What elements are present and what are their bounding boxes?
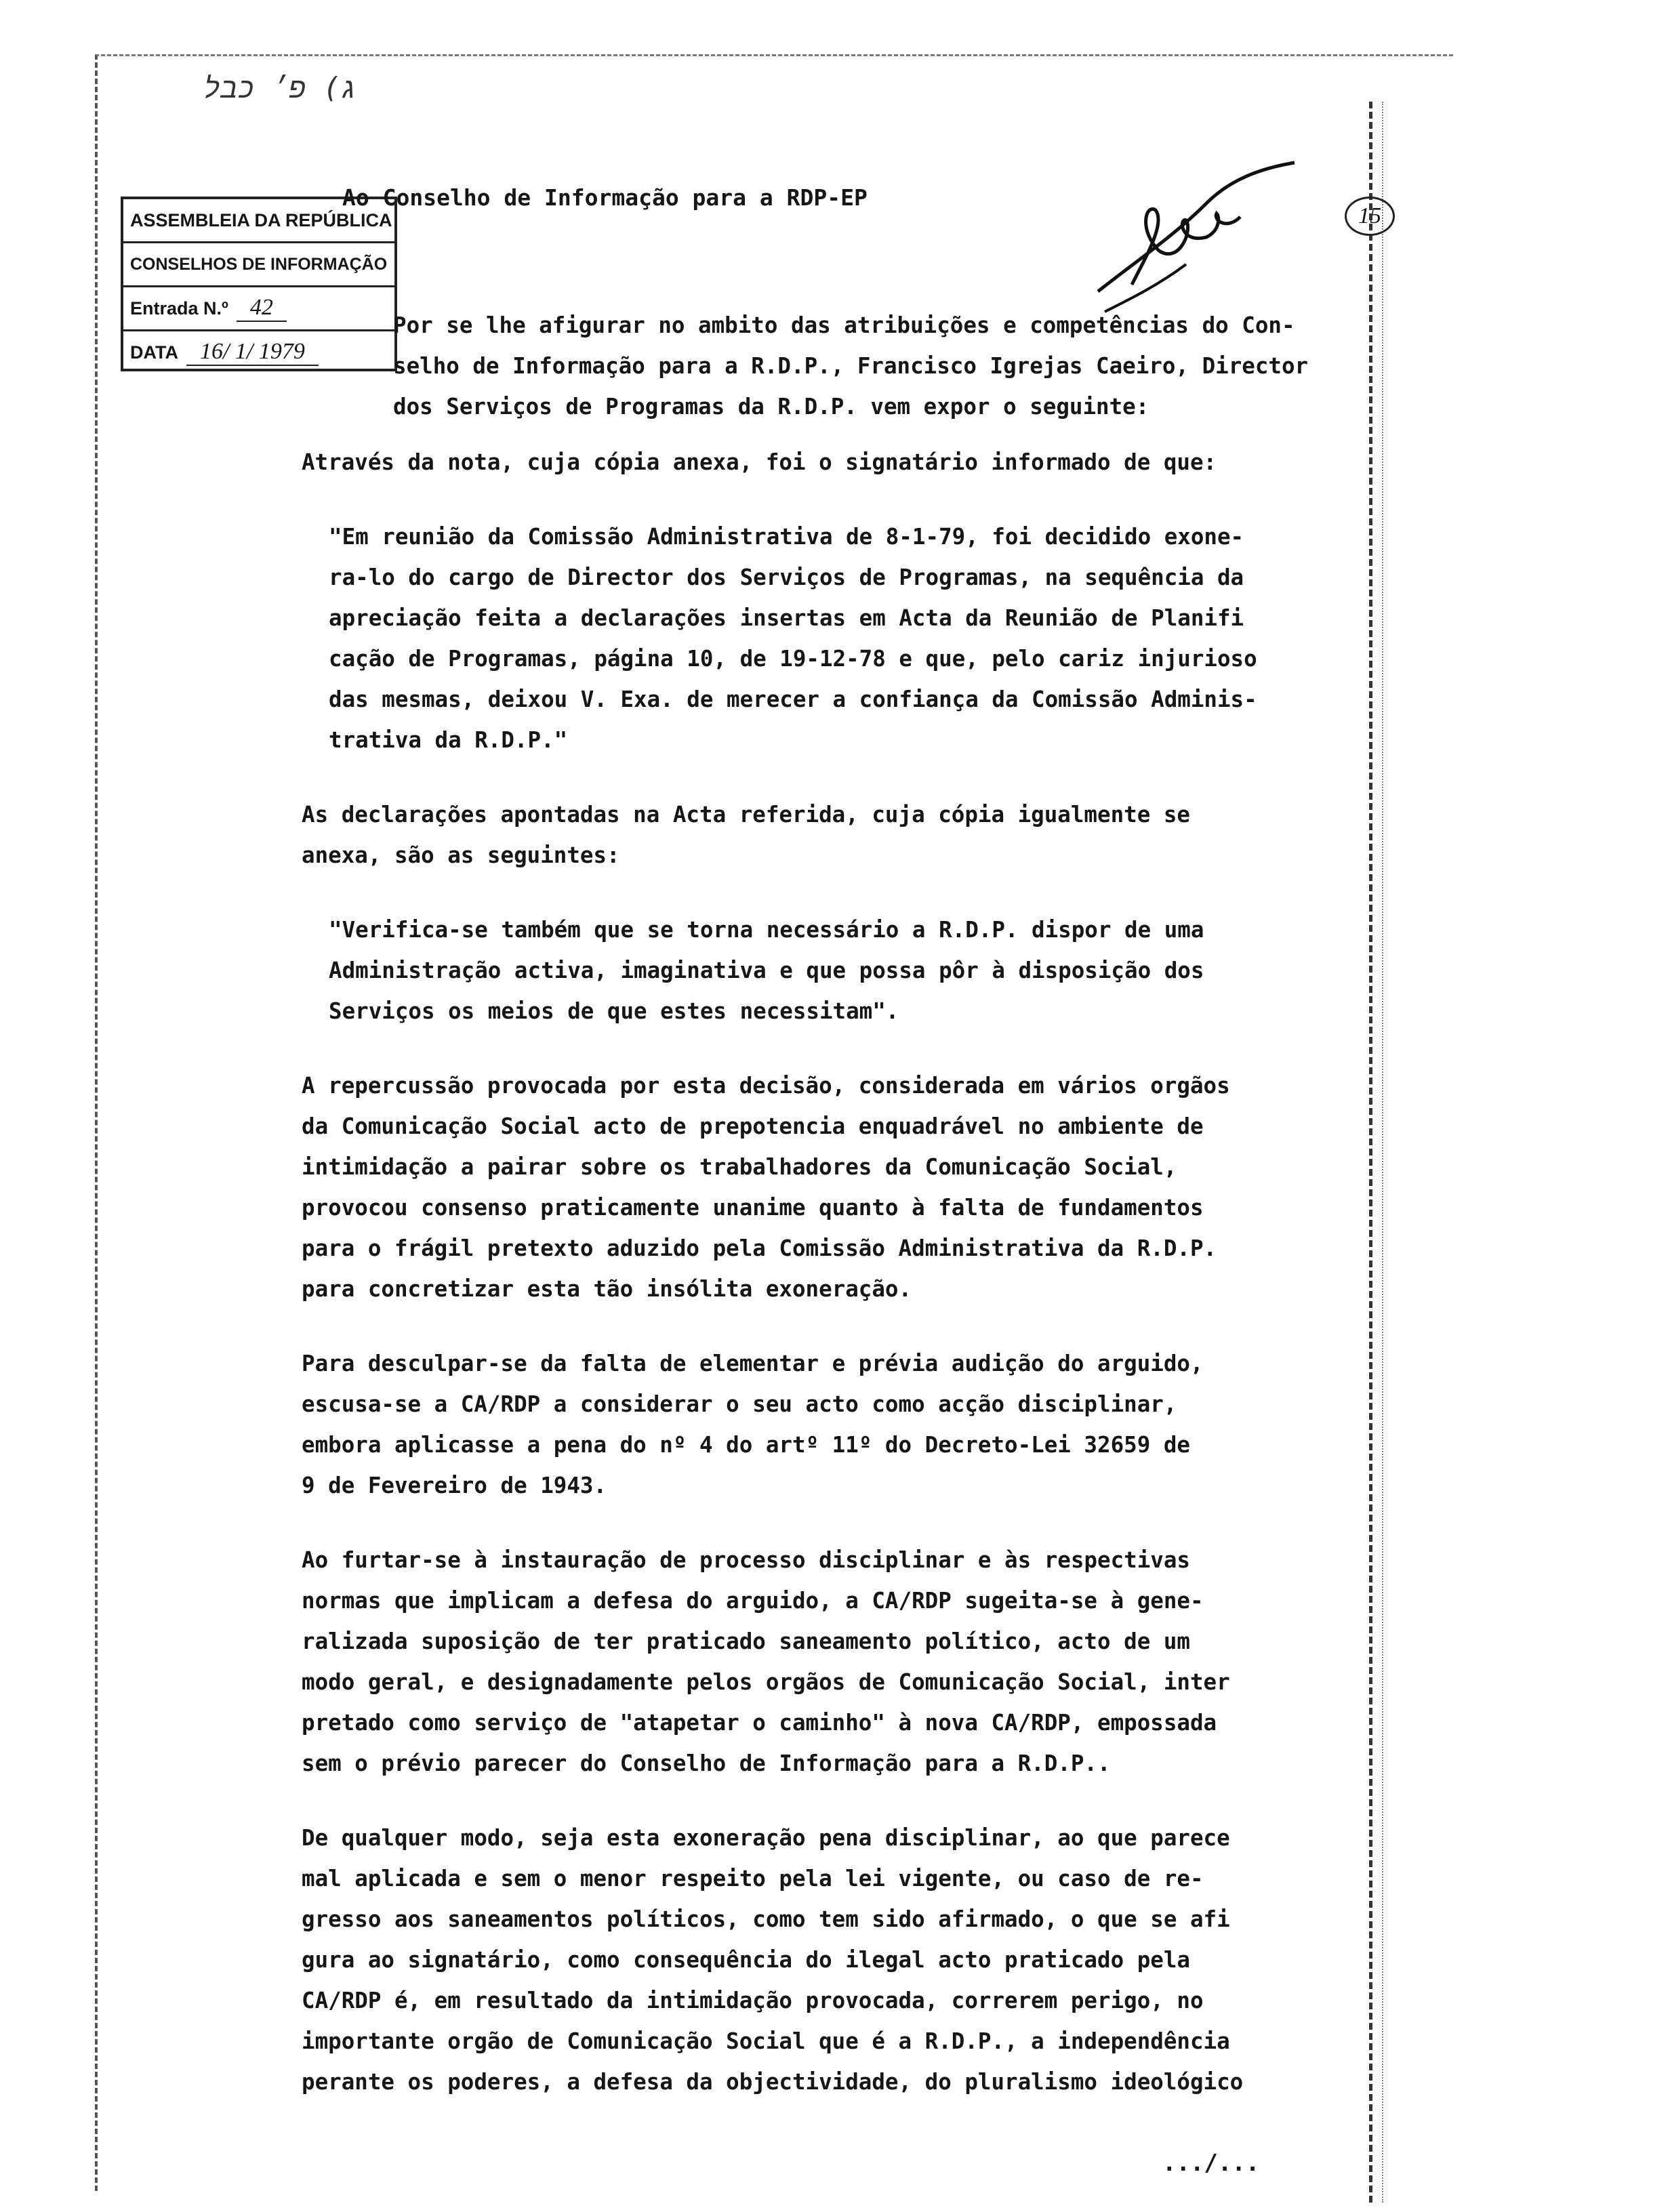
continuation-mark: .../... [1162, 2150, 1260, 2177]
document-heading: Ao Conselho de Informação para a RDP-EP [342, 184, 868, 211]
text-line: As declarações apontadas na Acta referida, cuja cópia igualmente se [302, 802, 1190, 827]
document-body [302, 305, 1332, 2136]
stamp-entry-value: 42 [237, 295, 287, 322]
body-paragraph [302, 1540, 1332, 1784]
text-line: intimidação a pairar sobre os trabalhadores da Comunicação Social, [302, 1154, 1177, 1180]
text-line: gresso aos saneamentos políticos, como tem sido afirmado, o que se afi [302, 1906, 1230, 1932]
stamp-date-label: DATA [130, 342, 178, 363]
text-line: apreciação feita a declarações insertas em Acta da Reunião de Planifi [329, 605, 1244, 631]
stamp-date-value: 16/ 1/ 1979 [186, 339, 319, 366]
quoted-paragraph [329, 909, 1332, 1031]
text-line: escusa-se a CA/RDP a considerar o seu acto como acção disciplinar, [302, 1391, 1177, 1417]
body-paragraph [302, 794, 1332, 876]
body-paragraph [302, 1065, 1332, 1309]
stamp-line-2: CONSELHOS DE INFORMAÇÃO [123, 243, 394, 287]
text-line: A repercussão provocada por esta decisão, considerada em vários orgãos [302, 1073, 1230, 1099]
text-line: CA/RDP é, em resultado da intimidação provocada, correrem perigo, no [302, 1988, 1204, 2013]
page-edge [1369, 102, 1383, 2203]
text-line: normas que implicam a defesa do arguido, a CA/RDP sugeita-se à gene- [302, 1588, 1204, 1614]
text-line: modo geral, e designadamente pelos orgãos de Comunicação Social, inter [302, 1669, 1230, 1695]
handwritten-signature [1091, 156, 1315, 319]
text-line: Para desculpar-se da falta de elementar e prévia audição do arguido, [302, 1351, 1204, 1376]
body-paragraph [302, 1818, 1332, 2102]
text-line: importante orgão de Comunicação Social que é a R.D.P., a independência [302, 2028, 1230, 2054]
text-line: dos Serviços de Programas da R.D.P. vem expor o seguinte: [393, 394, 1149, 419]
stamp-entry-label: Entrada N.º [130, 298, 228, 319]
text-line: ra-lo do cargo de Director dos Serviços de Programas, na sequência da [329, 565, 1244, 590]
text-line: Serviços os meios de que estes necessitam". [329, 998, 899, 1024]
intro-paragraph [393, 305, 1332, 427]
text-line: embora aplicasse a pena do nº 4 do artº 11º do Decreto-Lei 32659 de [302, 1432, 1190, 1458]
text-line: pretado como serviço de "atapetar o caminho" à nova CA/RDP, empossada [302, 1710, 1217, 1736]
text-line: anexa, são as seguintes: [302, 842, 620, 868]
text-line: trativa da R.D.P." [329, 727, 568, 753]
body-paragraph [302, 442, 1332, 483]
text-line: das mesmas, deixou V. Exa. de merecer a confiança da Comissão Adminis- [329, 687, 1257, 712]
text-line: para concretizar esta tão insólita exoneração. [302, 1276, 912, 1302]
stamp-line-1: ASSEMBLEIA DA REPÚBLICA [123, 199, 394, 243]
text-line: perante os poderes, a defesa da objectividade, do pluralismo ideológico [302, 2069, 1244, 2095]
text-line: sem o prévio parecer do Conselho de Informação para a R.D.P.. [302, 1750, 1111, 1776]
text-line: Administração activa, imaginativa e que possa pôr à disposição dos [329, 958, 1204, 983]
text-line: Através da nota, cuja cópia anexa, foi o signatário informado de que: [302, 449, 1217, 475]
page-marker: 15 [1345, 197, 1395, 236]
quoted-paragraph [329, 516, 1332, 760]
text-line: da Comunicação Social acto de prepotencia enquadrável no ambiente de [302, 1113, 1204, 1139]
text-line: "Em reunião da Comissão Administrativa de 8-1-79, foi decidido exone- [329, 524, 1244, 550]
text-line: gura ao signatário, como consequência do ilegal acto praticado pela [302, 1947, 1190, 1973]
text-line: mal aplicada e sem o menor respeito pela lei vigente, ou caso de re- [302, 1866, 1204, 1891]
text-line: 9 de Fevereiro de 1943. [302, 1473, 607, 1498]
text-line: De qualquer modo, seja esta exoneração pena disciplinar, ao que parece [302, 1825, 1230, 1851]
text-line: provocou consenso praticamente unanime quanto à falta de fundamentos [302, 1195, 1204, 1221]
text-line: cação de Programas, página 10, de 19-12-78 e que, pelo cariz injurioso [329, 646, 1257, 672]
text-line: selho de Informação para a R.D.P., Francisco Igrejas Caeiro, Director [393, 353, 1309, 379]
text-line: ralizada suposição de ter praticado saneamento político, acto de um [302, 1629, 1190, 1654]
body-paragraph [302, 1343, 1332, 1506]
text-line: "Verifica-se também que se torna necessário a R.D.P. dispor de uma [329, 917, 1204, 943]
text-line: Ao furtar-se à instauração de processo disciplinar e às respectivas [302, 1547, 1190, 1573]
handwritten-note: ג) פ׳ כבל [203, 71, 358, 104]
text-line: Por se lhe afigurar no ambito das atribuições e competências do Con- [393, 312, 1295, 338]
text-line: para o frágil pretexto aduzido pela Comissão Administrativa da R.D.P. [302, 1235, 1217, 1261]
